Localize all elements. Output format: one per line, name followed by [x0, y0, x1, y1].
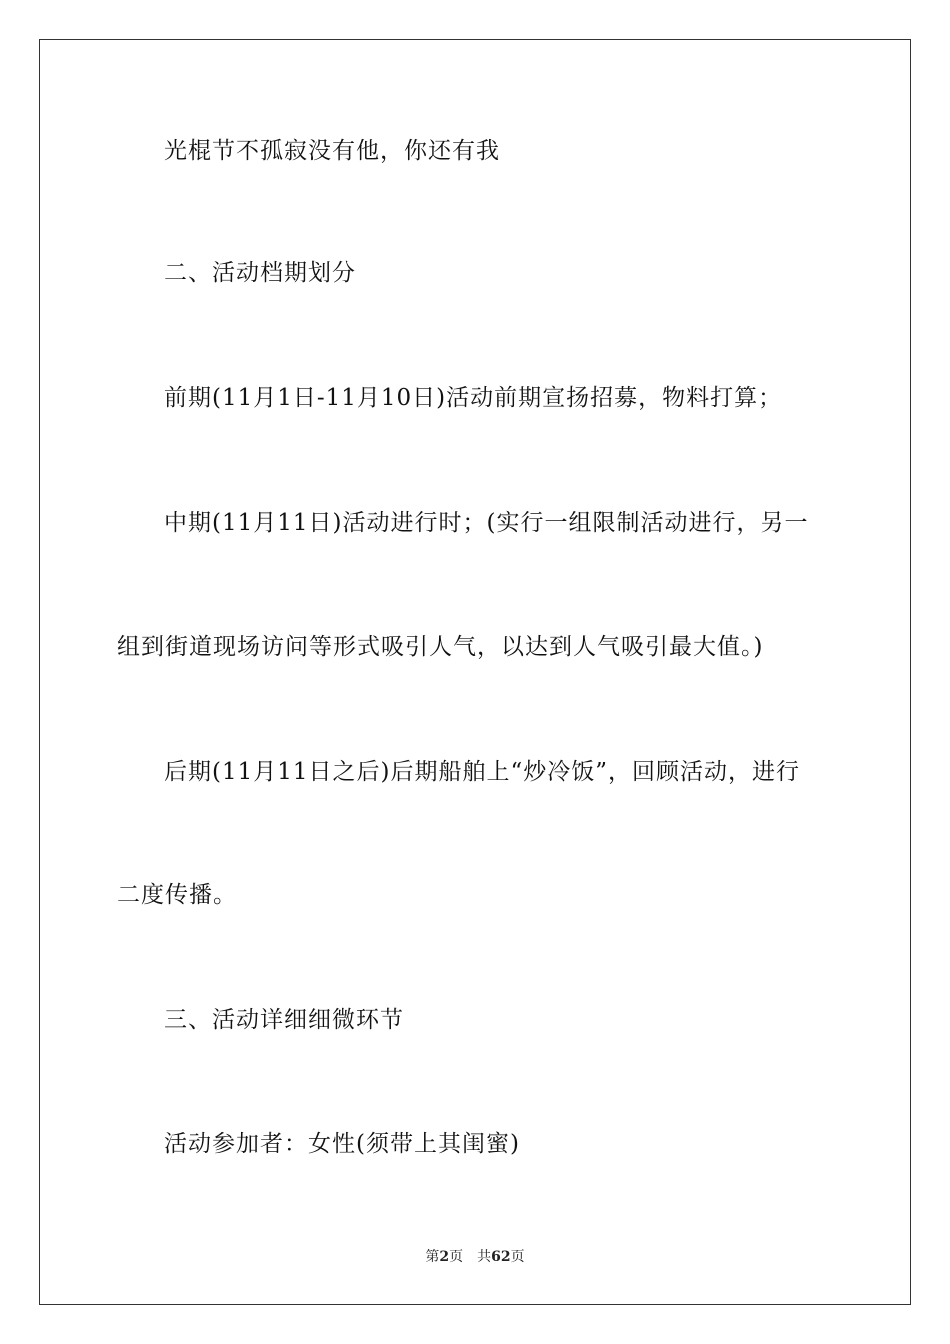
footer-total-suffix: 页	[510, 1249, 525, 1265]
text-line-late-phase: 后期(11月11日之后)后期船舶上“炒冷饭”，回顾活动，进行	[164, 759, 800, 785]
footer-page-number: 2	[439, 1249, 450, 1265]
section-heading-details: 三、活动详细细微环节	[164, 1007, 404, 1033]
page-frame	[39, 39, 911, 1305]
footer-page-prefix: 第	[425, 1249, 440, 1265]
text-line-early-phase: 前期(11月1日-11月10日)活动前期宣扬招募，物料打算；	[164, 385, 783, 411]
text-line-slogan: 光棍节不孤寂没有他，你还有我	[164, 138, 500, 164]
text-line-participants: 活动参加者：女性(须带上其闺蜜)	[164, 1131, 520, 1157]
footer-total-prefix: 共	[477, 1249, 492, 1265]
text-line-mid-phase-cont: 组到街道现场访问等形式吸引人气，以达到人气吸引最大值。)	[117, 634, 764, 660]
text-line-late-phase-cont: 二度传播。	[117, 882, 237, 908]
page-footer	[0, 1248, 950, 1266]
section-heading-schedule: 二、活动档期划分	[164, 260, 356, 286]
footer-total-pages: 62	[491, 1249, 511, 1265]
text-line-mid-phase: 中期(11月11日)活动进行时；(实行一组限制活动进行，另一	[164, 510, 809, 536]
footer-page-suffix: 页	[449, 1249, 464, 1265]
